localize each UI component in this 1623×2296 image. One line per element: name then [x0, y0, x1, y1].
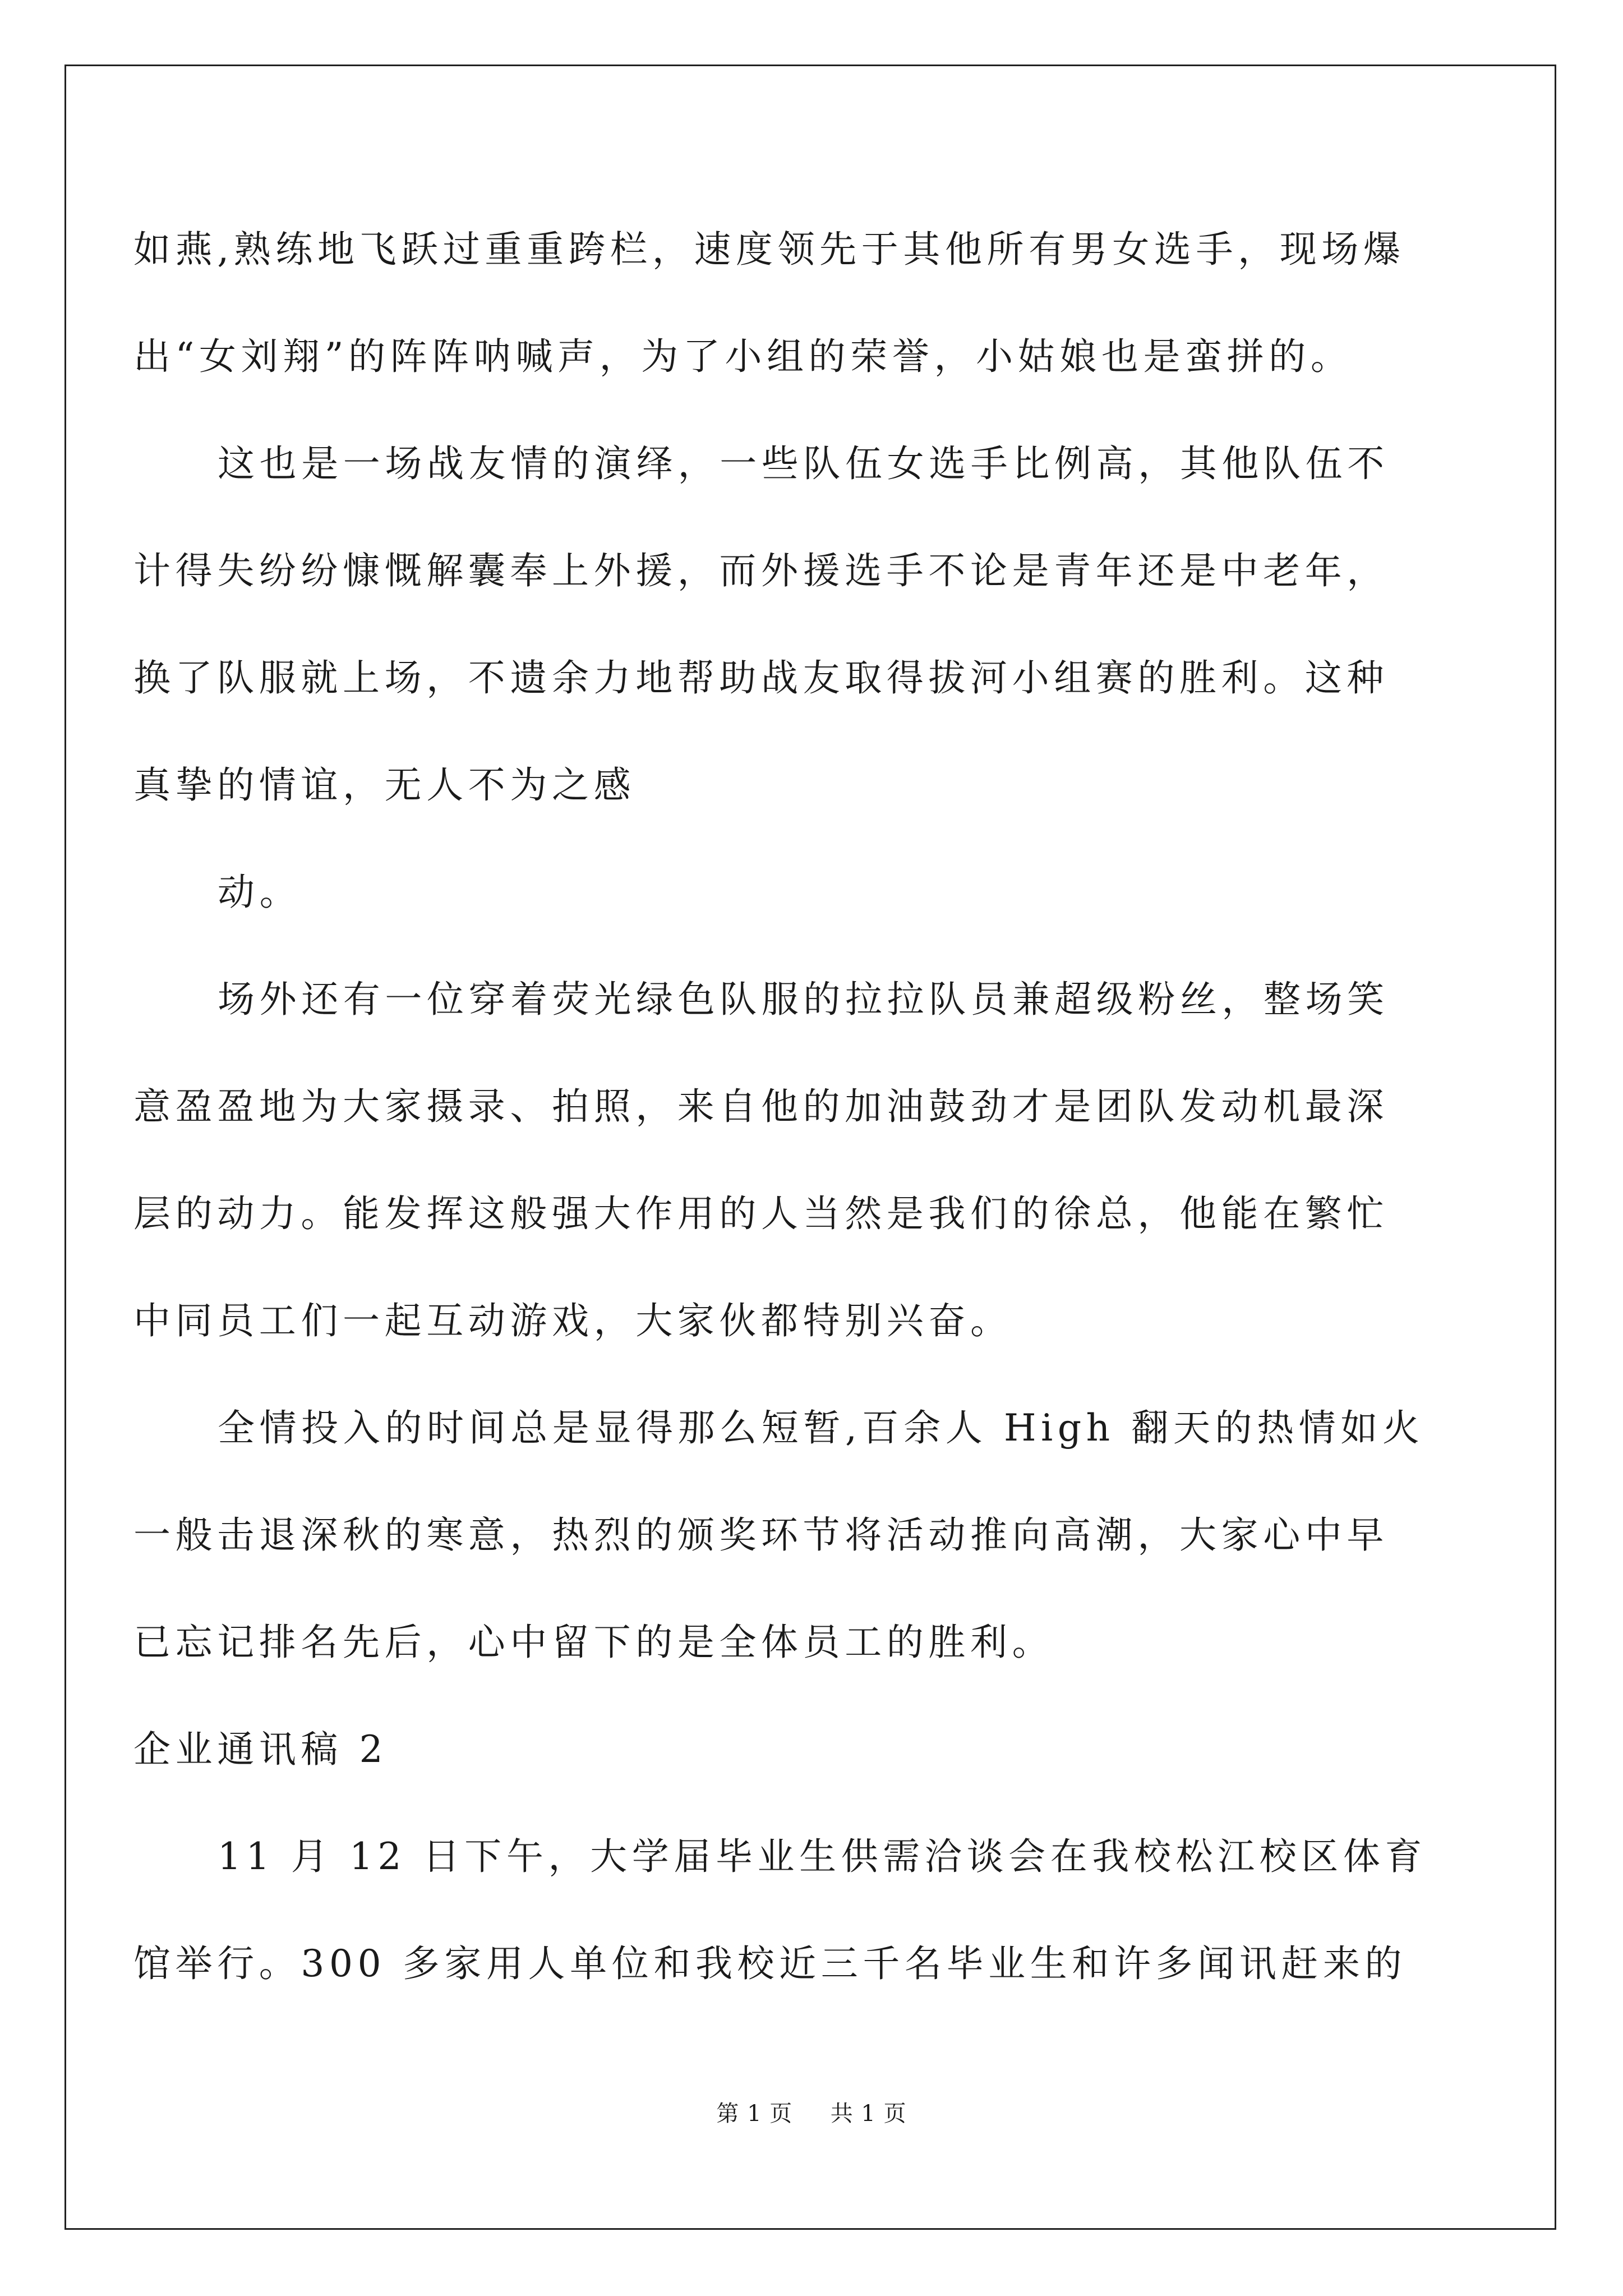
- paragraph-line: 意盈盈地为大家摄录、拍照，来自他的加油鼓劲才是团队发动机最深: [133, 1085, 1389, 1128]
- paragraph-line: 层的动力。能发挥这般强大作用的人当然是我们的徐总，他能在繁忙: [133, 1192, 1389, 1235]
- paragraph-line: 全情投入的时间总是显得那么短暂,百余人 High 翻天的热情如火: [218, 1406, 1424, 1450]
- paragraph-line: 出“女刘翔”的阵阵呐喊声，为了小组的荣誉，小姑娘也是蛮拼的。: [133, 335, 1353, 378]
- paragraph-line: 馆举行。300 多家用人单位和我校近三千名毕业生和许多闻讯赶来的: [133, 1942, 1407, 1985]
- paragraph-line: 一般击退深秋的寒意，热烈的颁奖环节将活动推向高潮，大家心中早: [133, 1513, 1389, 1557]
- paragraph-line: 如燕,熟练地飞跃过重重跨栏，速度领先于其他所有男女选手，现场爆: [133, 228, 1405, 271]
- paragraph-line: 计得失纷纷慷慨解囊奉上外援，而外援选手不论是青年还是中老年，: [133, 549, 1389, 592]
- page-total: 共 1 页: [830, 2101, 907, 2127]
- paragraph-line: 场外还有一位穿着荧光绿色队服的拉拉队员兼超级粉丝，整场笑: [218, 978, 1389, 1021]
- paragraph-line: 中同员工们一起互动游戏，大家伙都特别兴奋。: [133, 1299, 1012, 1342]
- page-footer: [0, 2097, 1623, 2131]
- paragraph-line: 这也是一场战友情的演绎，一些队伍女选手比例高，其他队伍不: [218, 442, 1389, 485]
- page-number: 第 1 页: [716, 2101, 793, 2127]
- paragraph-line: 换了队服就上场，不遗余力地帮助战友取得拔河小组赛的胜利。这种: [133, 656, 1389, 700]
- paragraph-line: 真挚的情谊，无人不为之感: [133, 763, 636, 807]
- page-border: [64, 65, 1556, 2230]
- section-heading: 企业通讯稿 2: [133, 1728, 388, 1771]
- paragraph-line: 11 月 12 日下午，大学届毕业生供需洽谈会在我校松江校区体育: [218, 1835, 1427, 1878]
- paragraph-line: 已忘记排名先后，心中留下的是全体员工的胜利。: [133, 1621, 1054, 1664]
- paragraph-line: 动。: [218, 871, 302, 914]
